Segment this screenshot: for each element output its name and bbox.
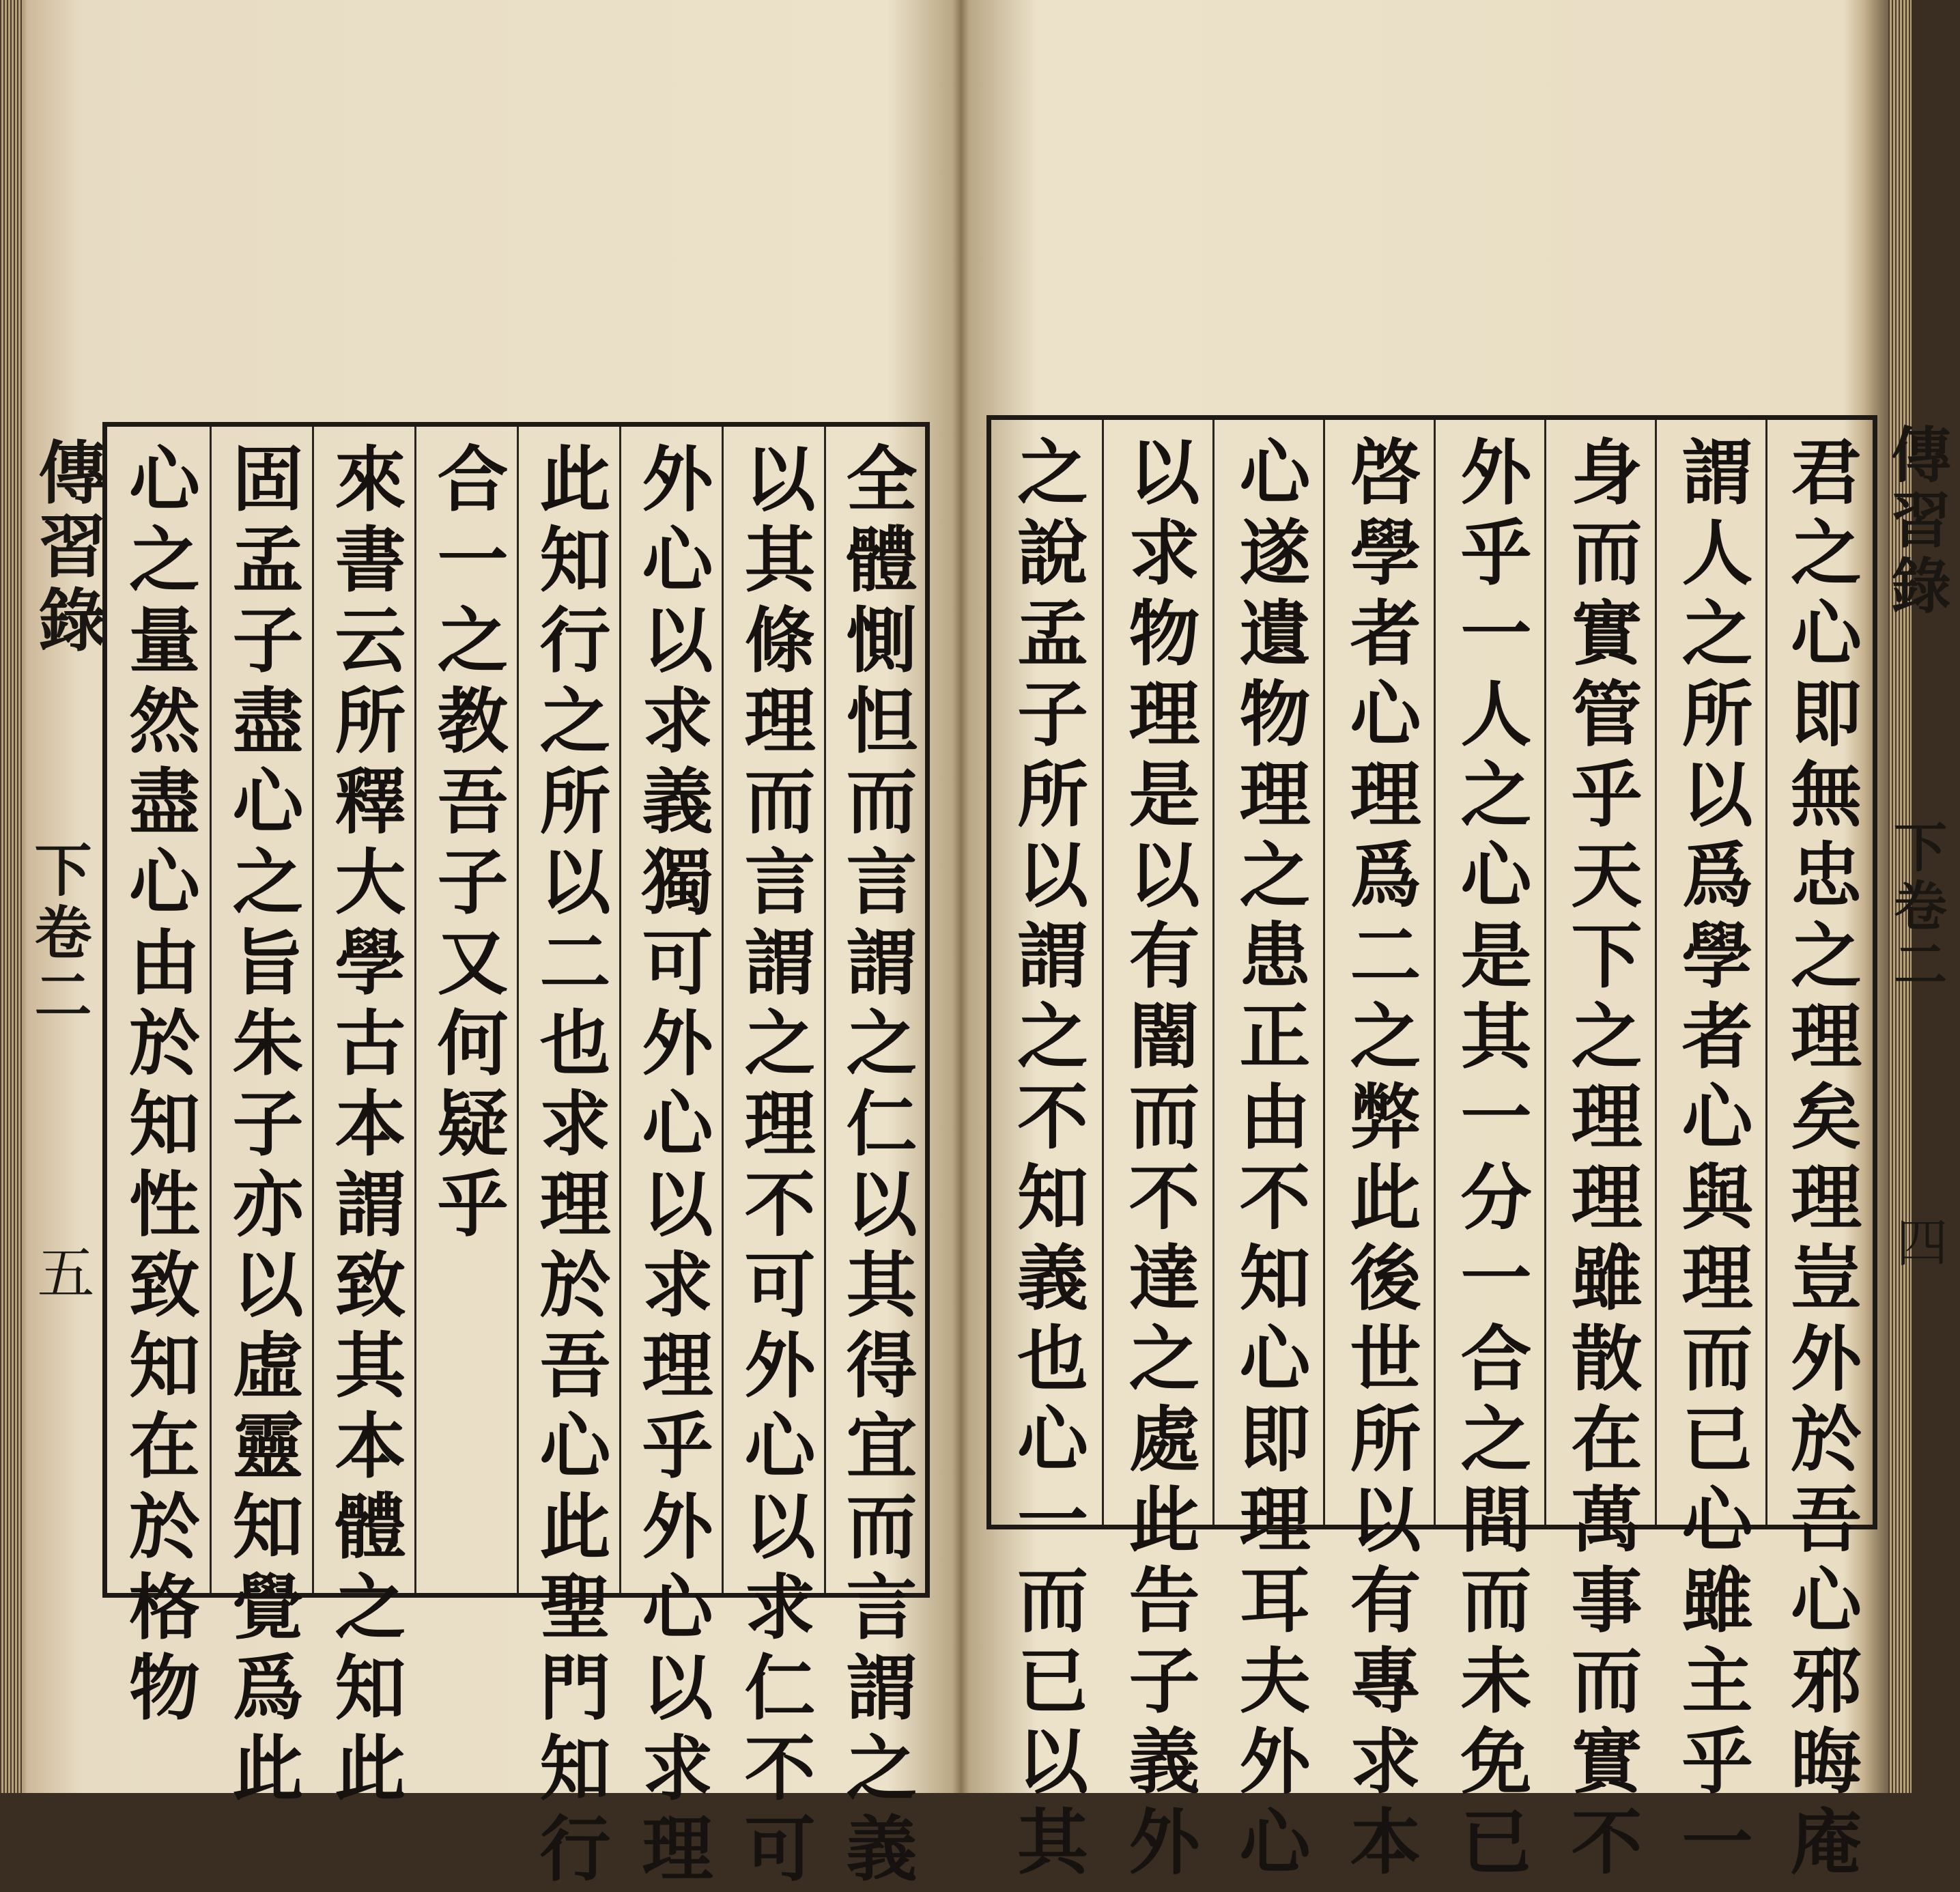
right-column-6-text: 心遂遺物理之患正由不知心即理耳夫外心 [1227,435,1311,1885]
left-margin-title: 傳習錄 [27,437,107,658]
left-column-1-text: 全體惻怛而言謂之仁以其得宜而言謂之義 [834,442,918,1892]
left-column-8-text: 心之量然盡心由於知性致知在於格物 [117,442,201,1731]
left-column-2-text: 以其條理而言謂之理不可外心以求仁不可 [732,442,816,1892]
left-column-4 [517,427,619,1892]
left-margin-folio: 五 [28,1243,95,1300]
right-column-2 [1655,420,1765,1885]
right-column-5-text: 啓學者心理爲二之弊此後世所以有專求本 [1337,435,1422,1885]
left-text-frame [102,422,930,1892]
left-column-5-text: 合一之教吾子又何疑乎 [425,442,509,1247]
left-page [0,0,959,1892]
right-column-7-text: 以求物理是以有闇而不達之處此告子義外 [1116,435,1201,1885]
right-margin-title: 傳習錄 [1881,423,1952,620]
left-column-6-text: 來書云所釋大學古本謂致其本體之知此 [322,442,407,1811]
left-column-3-text: 外心以求義獨可外心以求理乎外心以求理 [629,442,714,1892]
right-column-2-text: 謂人之所以爲學者心與理而已心雖主乎一 [1669,435,1754,1885]
left-margin-juan: 下卷二 [25,840,93,1028]
left-column-7-text: 固孟子盡心之旨朱子亦以虛靈知覺爲此 [220,442,304,1811]
right-column-8 [991,420,1102,1885]
left-column-6 [312,427,414,1811]
right-column-3-text: 身而實管乎天下之理理雖散在萬事而實不 [1559,435,1643,1885]
right-column-8-text: 之說孟子所以謂之不知義也心一而已以其 [1005,435,1089,1885]
right-column-6 [1212,420,1323,1885]
right-margin-folio: 四 [1888,1215,1948,1267]
right-column-7 [1102,420,1212,1885]
right-page [959,0,1952,1885]
right-column-3 [1544,420,1655,1885]
right-column-4-text: 外乎一人之心是其一分一合之間而未免已 [1448,435,1533,1885]
left-column-4-text: 此知行之所以二也求理於吾心此聖門知行 [527,442,612,1892]
right-column-5 [1323,420,1434,1885]
right-text-frame [986,415,1877,1885]
left-column-7 [210,427,312,1811]
left-column-2 [722,427,824,1892]
right-margin-juan: 下卷二 [1885,819,1947,996]
left-column-3 [619,427,722,1892]
left-column-1 [824,427,925,1892]
right-column-4 [1434,420,1544,1885]
left-column-5 [414,427,517,1593]
right-column-1-text: 君之心即無忠之理矣理豈外於吾心邪晦庵 [1778,435,1862,1885]
left-column-8 [107,427,210,1731]
right-column-1 [1765,420,1873,1885]
